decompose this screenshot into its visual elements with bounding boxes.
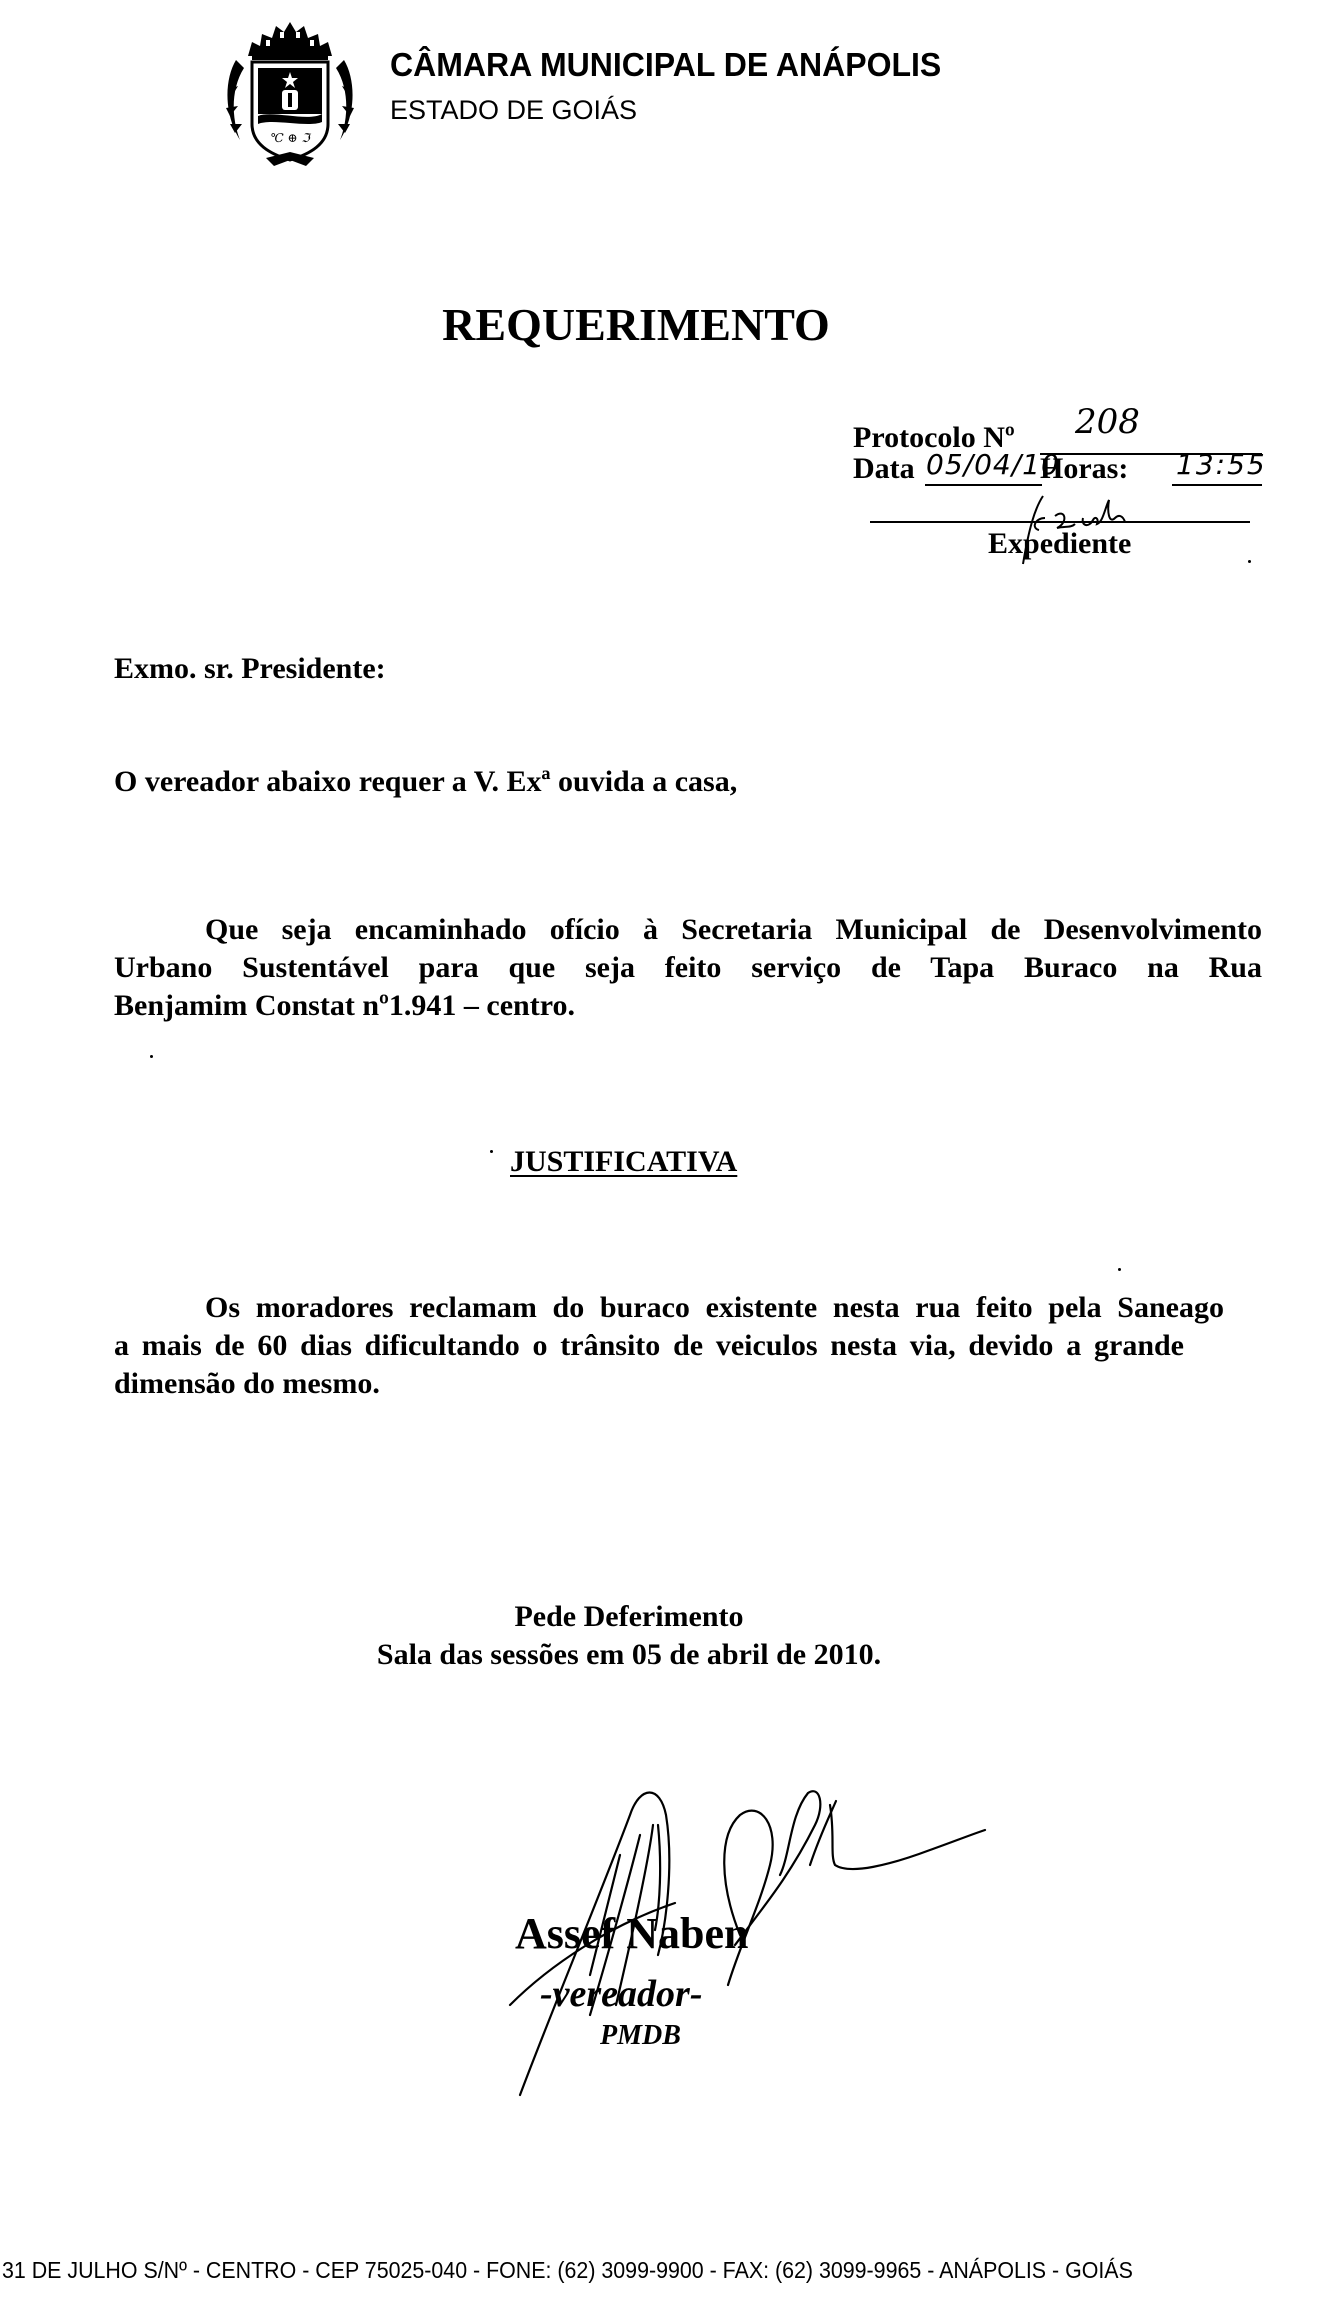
- time-value: 13:55: [1176, 448, 1267, 481]
- handwritten-signature: [490, 1755, 990, 2100]
- closing-place-date: Sala das sessões em 05 de abril de 2010.: [376, 1638, 882, 1671]
- date-label: Data: [853, 452, 915, 485]
- svg-text:℃ ⊕ ℑ: ℃ ⊕ ℑ: [270, 131, 310, 145]
- intro-sentence: O vereador abaixo requer a V. Exª ouvida a casa,: [114, 765, 738, 798]
- stamp-signature-line: [870, 521, 1250, 523]
- institution-name: CÂMARA MUNICIPAL DE ANÁPOLIS: [390, 46, 942, 83]
- scan-speck: [490, 1150, 493, 1153]
- justification-paragraph: [114, 1289, 1224, 1403]
- justification-line: dimensão do mesmo.: [114, 1367, 380, 1400]
- state-name: ESTADO DE GOIÁS: [390, 95, 638, 125]
- date-value: 05/04/10: [926, 448, 1060, 481]
- request-line: Benjamim Constat nº1.941 – centro.: [114, 989, 575, 1022]
- scan-speck: [1248, 560, 1251, 563]
- request-paragraph: [114, 911, 1262, 1025]
- request-line: Urbano Sustentável para que seja feito serviço de Tapa Buraco na Rua: [114, 951, 1262, 984]
- justification-line: Os moradores reclamam do buraco existente nesta rua feito pela Saneago: [205, 1291, 1224, 1324]
- time-underline: [1172, 484, 1262, 486]
- department-label: Expediente: [988, 527, 1132, 560]
- scan-speck: [150, 1055, 153, 1058]
- justification-line: a mais de 60 dias dificultando o trânsito de veiculos nesta via, devido a grande: [114, 1329, 1184, 1362]
- time-label: Horas:: [1040, 452, 1129, 485]
- request-line: Que seja encaminhado ofício à Secretaria Municipal de Desenvolvimento: [205, 913, 1262, 946]
- signer-party: PMDB: [600, 2020, 681, 2051]
- signer-role: -vereador-: [540, 1973, 703, 2015]
- scan-speck: [1118, 1268, 1121, 1271]
- document-title: REQUERIMENTO: [442, 299, 830, 350]
- justification-heading: JUSTIFICATIVA: [510, 1145, 738, 1178]
- signer-name: Assef Naben: [515, 1909, 749, 1958]
- footer-address: 31 DE JULHO S/Nº - CENTRO - CEP 75025-040 - FONE: (62) 3099-9900 - FAX: (62) 3099-9965 - ANÁPOLIS - GOIÁS: [2, 2257, 1133, 2283]
- salutation: Exmo. sr. Presidente:: [114, 652, 386, 685]
- municipal-coat-of-arms-icon: [222, 20, 358, 168]
- protocol-label: Protocolo Nº: [853, 421, 1015, 454]
- date-underline: [925, 484, 1042, 486]
- protocol-number: 208: [1075, 402, 1140, 442]
- closing-request: Pede Deferimento: [514, 1600, 744, 1633]
